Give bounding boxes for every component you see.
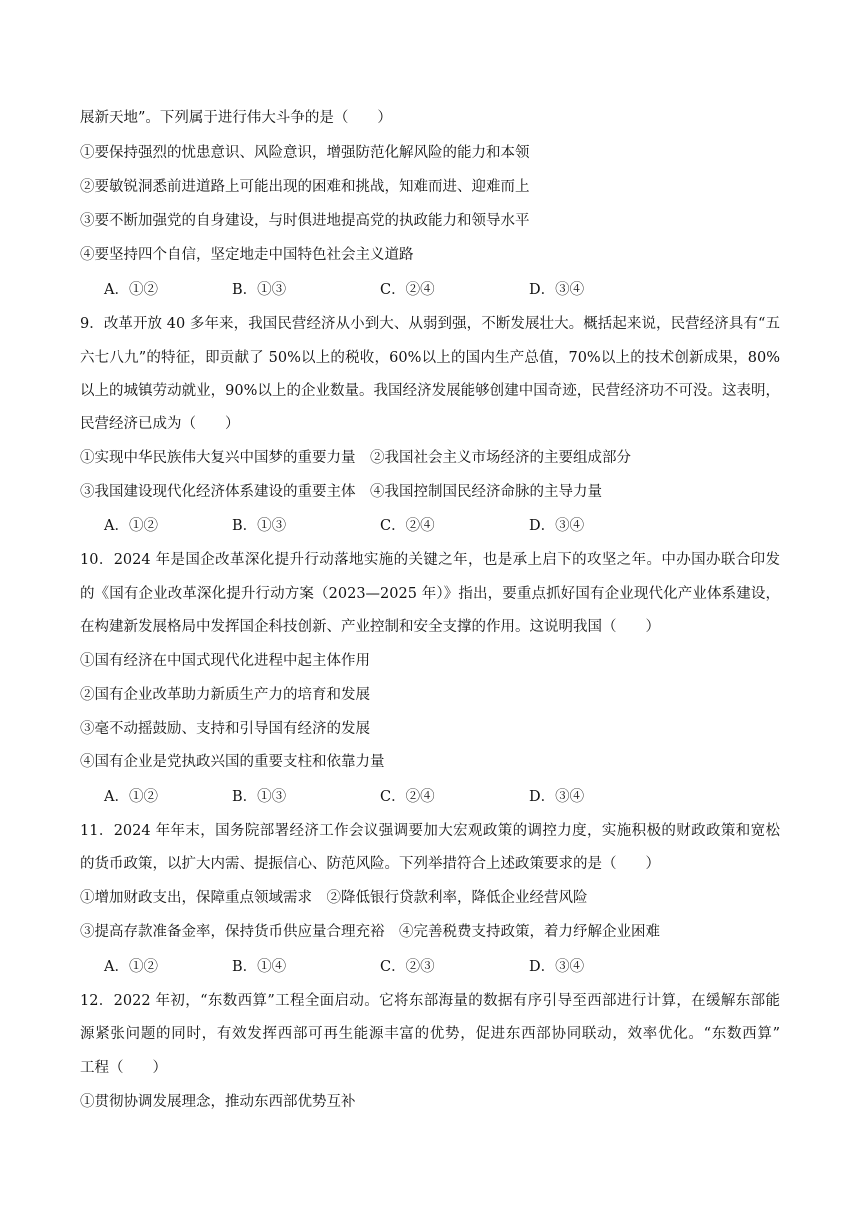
q9-stem-line-1: 9．改革开放 40 多年来，我国民营经济从小到大、从弱到强，不断发展壮大。概括起来说，民营经济具有“五 — [80, 316, 780, 332]
q11-items-row-2: ③提高存款准备金率，保持货币供应量合理充裕 ④完善税费支持政策，着力纾解企业困难 — [80, 924, 660, 940]
q11-option-c[interactable]: C．②③ — [380, 959, 435, 975]
q11-option-a[interactable]: A．①② — [104, 959, 158, 975]
q11-stem-line-2: 的货币政策，以扩大内需、提振信心、防范风险。下列举措符合上述政策要求的是（ ） — [80, 856, 660, 872]
q10-stem-line-2: 的《国有企业改革深化提升行动方案（2023—2025 年）》指出，要重点抓好国有企业现代化产业体系建设， — [80, 586, 780, 602]
q9-stem-line-4: 民营经济已成为（ ） — [80, 416, 240, 432]
q10-option-a[interactable]: A．①② — [104, 789, 158, 805]
q10-item-1: ①国有经济在中国式现代化进程中起主体作用 — [80, 653, 370, 669]
q10-option-b[interactable]: B．①③ — [232, 789, 287, 805]
q8-item-4: ④要坚持四个自信，坚定地走中国特色社会主义道路 — [80, 247, 414, 263]
q9-stem-line-2: 六七八九”的特征，即贡献了 50%以上的税收，60%以上的国内生产总值，70%以上的技术创新成果，80% — [80, 350, 780, 366]
q8-option-a[interactable]: A．①② — [104, 282, 158, 298]
q8-option-b[interactable]: B．①③ — [232, 282, 287, 298]
q8-option-d[interactable]: D．③④ — [529, 282, 585, 298]
q8-item-2: ②要敏锐洞悉前进道路上可能出现的困难和挑战，知难而进、迎难而上 — [80, 179, 530, 195]
q9-option-a[interactable]: A．①② — [104, 518, 158, 534]
q9-stem-line-3: 以上的城镇劳动就业，90%以上的企业数量。我国经济发展能够创建中国奇迹，民营经济功不可没。这表明， — [80, 383, 780, 399]
q12-stem-line-2: 源紧张问题的同时，有效发挥西部可再生能源丰富的优势，促进东西部协同联动，效率优化。“东数西算” — [80, 1026, 780, 1042]
q10-item-2: ②国有企业改革助力新质生产力的培育和发展 — [80, 687, 370, 703]
q9-option-c[interactable]: C．②④ — [380, 518, 435, 534]
q10-option-c[interactable]: C．②④ — [380, 789, 435, 805]
q9-items-row-2: ③我国建设现代化经济体系建设的重要主体 ④我国控制国民经济命脉的主导力量 — [80, 484, 602, 500]
q11-option-b[interactable]: B．①④ — [232, 959, 287, 975]
q11-stem-line-1: 11．2024 年年末，国务院部署经济工作会议强调要加大宏观政策的调控力度，实施积极的财政政策和宽松 — [80, 823, 780, 839]
q9-option-b[interactable]: B．①③ — [232, 518, 287, 534]
q8-item-1: ①要保持强烈的忧患意识、风险意识，增强防范化解风险的能力和本领 — [80, 145, 530, 161]
q9-items-row-1: ①实现中华民族伟大复兴中国梦的重要力量 ②我国社会主义市场经济的主要组成部分 — [80, 450, 631, 466]
q12-stem-line-1: 12．2022 年初，“东数西算”工程全面启动。它将东部海量的数据有序引导至西部进行计算，在缓解东部能 — [80, 993, 780, 1009]
q10-stem-line-1: 10．2024 年是国企改革深化提升行动落地实施的关键之年，也是承上启下的攻坚之年。中办国办联合印发 — [80, 552, 780, 568]
q8-item-3: ③要不断加强党的自身建设，与时俱进地提高党的执政能力和领导水平 — [80, 213, 530, 229]
q10-option-d[interactable]: D．③④ — [529, 789, 585, 805]
q10-item-3: ③毫不动摇鼓励、支持和引导国有经济的发展 — [80, 721, 370, 737]
q12-stem-line-3: 工程（ ） — [80, 1060, 167, 1076]
q10-stem-line-3: 在构建新发展格局中发挥国企科技创新、产业控制和安全支撑的作用。这说明我国（ ） — [80, 619, 660, 635]
q12-item-1: ①贯彻协调发展理念，推动东西部优势互补 — [80, 1094, 356, 1110]
q11-items-row-1: ①增加财政支出，保障重点领域需求 ②降低银行贷款利率，降低企业经营风险 — [80, 890, 588, 906]
q8-option-c[interactable]: C．②④ — [380, 282, 435, 298]
q10-item-4: ④国有企业是党执政兴国的重要支柱和依靠力量 — [80, 754, 385, 770]
q11-option-d[interactable]: D．③④ — [529, 959, 585, 975]
q9-option-d[interactable]: D．③④ — [529, 518, 585, 534]
q8-stem-tail: 展新天地”。下列属于进行伟大斗争的是（ ） — [80, 110, 392, 126]
